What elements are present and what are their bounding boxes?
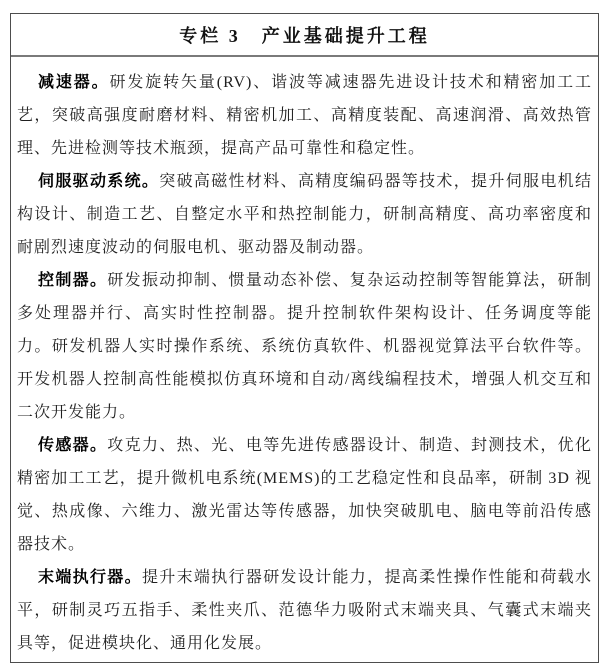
- paragraph-reducer-text: 研发旋转矢量(RV)、谐波等减速器先进设计技术和精密加工工艺，突破高强度耐磨材料、精密机加工、高精度装配、高速润滑、高效热管理、先进检测等技术瓶颈，提高产品可靠性和稳定性。: [17, 74, 592, 157]
- paragraph-controller-term: 控制器。: [38, 272, 108, 289]
- paragraph-reducer: [17, 66, 592, 165]
- callout-box-title: 专栏 3 产业基础提升工程: [179, 25, 430, 46]
- callout-box-body: [11, 57, 598, 660]
- paragraph-servo-drive-system-term: 伺服驱动系统。: [38, 173, 160, 190]
- paragraph-servo-drive-system: [17, 165, 592, 264]
- callout-box: [10, 13, 599, 663]
- paragraph-sensor-text: 攻克力、热、光、电等先进传感器设计、制造、封测技术，优化精密加工工艺，提升微机电系统(MEMS)的工艺稳定性和良品率，研制 3D 视觉、热成像、六维力、激光雷达等传感器，加快突破肌电、脑电等前沿传感器技术。: [17, 437, 592, 553]
- paragraph-end-effector-term: 末端执行器。: [38, 569, 142, 586]
- paragraph-sensor: [17, 429, 592, 561]
- paragraph-end-effector: [17, 561, 592, 660]
- paragraph-servo-drive-system-text: 突破高磁性材料、高精度编码器等技术，提升伺服电机结构设计、制造工艺、自整定水平和热控制能力，研制高精度、高功率密度和耐剧烈速度波动的伺服电机、驱动器及制动器。: [17, 173, 592, 256]
- paragraph-end-effector-text: 提升末端执行器研发设计能力，提高柔性操作性能和荷载水平，研制灵巧五指手、柔性夹爪、范德华力吸附式末端夹具、气囊式末端夹具等，促进模块化、通用化发展。: [17, 569, 592, 652]
- paragraph-controller: [17, 264, 592, 429]
- paragraph-reducer-term: 减速器。: [38, 74, 110, 91]
- paragraph-sensor-term: 传感器。: [38, 437, 108, 454]
- callout-box-header: [11, 14, 598, 57]
- paragraph-controller-text: 研发振动抑制、惯量动态补偿、复杂运动控制等智能算法，研制多处理器并行、高实时性控制器。提升控制软件架构设计、任务调度等能力。研发机器人实时操作系统、系统仿真软件、机器视觉算法平台软件等。开发机器人控制高性能模拟仿真环境和自动/离线编程技术，增强人机交互和二次开发能力。: [17, 272, 592, 421]
